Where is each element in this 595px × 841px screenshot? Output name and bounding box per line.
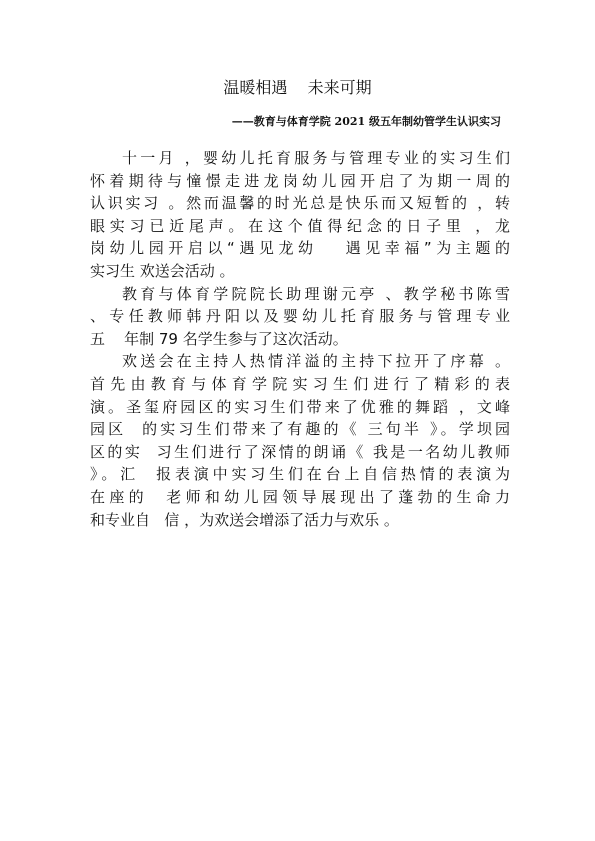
document-body <box>90 147 510 531</box>
paragraph-2 <box>90 283 510 351</box>
text-line: 十一月 ，婴幼儿托育服务与管理专业的实习生们 <box>90 149 510 167</box>
text-line: 和专业自 信 ，为欢送会增添了活力与欢乐 。 <box>90 510 399 529</box>
text-line: 欢送会在主持人热情洋溢的主持下拉开了序幕 。 <box>90 352 510 371</box>
paragraph-3 <box>90 350 510 531</box>
text-line: 怀着期待与憧憬走进龙岗幼儿园开启了为期一周的 <box>90 171 510 190</box>
text-line: 岗幼儿园开启以“遇见龙幼 遇见幸福”为主题的 <box>90 239 510 258</box>
text-line: 在座的 老师和幼儿园领导展现出了蓬勃的生命力 <box>90 487 510 506</box>
text-line: 演。圣玺府园区的实习生们带来了优雅的舞蹈 ，文峰 <box>90 397 510 416</box>
paragraph-1 <box>90 147 510 283</box>
text-line: 》。汇 报表演中实习生们在台上自信热情的表演为 <box>90 465 510 484</box>
text-line: 五 年制 79 名学生参与了这次活动。 <box>90 329 348 348</box>
text-line: 、专任教师韩丹阳以及婴幼儿托育服务与管理专业 <box>90 307 510 326</box>
text-line: 教育与体育学院院长助理谢元亭 、教学秘书陈雪 <box>90 284 510 303</box>
text-line: 园区 的实习生们带来了有趣的《 三句半 》。学坝园 <box>90 420 510 439</box>
text-line: 认识实习 。然而温馨的时光总是快乐而又短暂的 ，转 <box>90 194 510 213</box>
text-line: 区的实 习生们进行了深情的朗诵《 我是一名幼儿教师 <box>90 442 510 461</box>
document-subtitle: ——教育与体育学院 2021 级五年制幼管学生认识实习 <box>231 115 501 128</box>
text-line: 首先由教育与体育学院实习生们进行了精彩的表 <box>90 374 510 393</box>
document-title: 温暖相遇 未来可期 <box>223 78 372 97</box>
text-line: 眼实习已近尾声。在这个值得纪念的日子里 ，龙 <box>90 216 510 235</box>
text-line: 实习生 欢送会活动 。 <box>90 261 235 280</box>
